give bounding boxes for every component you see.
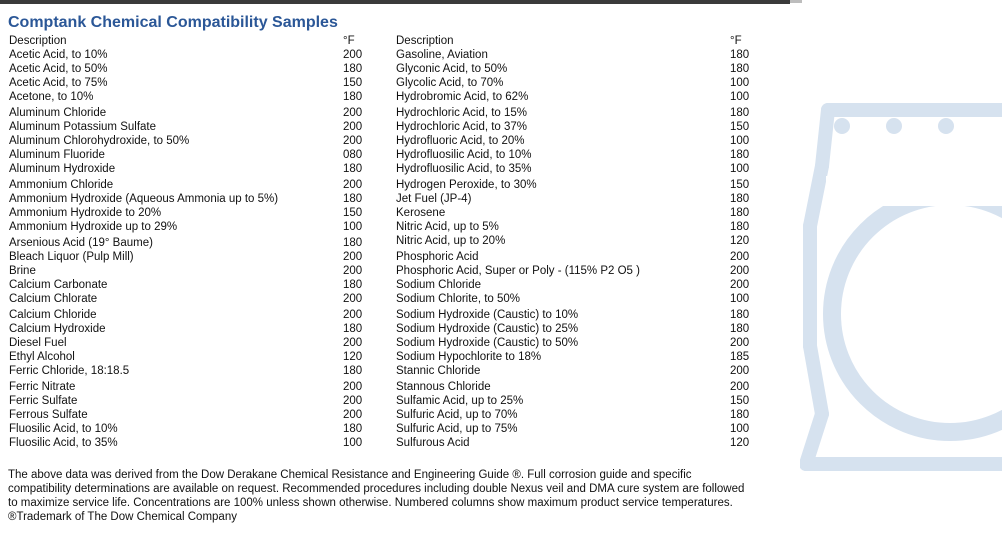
max-temperature: 180 [730,193,750,205]
max-temperature: 180 [343,365,363,377]
footnote [8,468,798,524]
max-temperature: 180 [730,149,750,161]
table-row [396,394,756,408]
chemical-description: Calcium Chlorate [9,293,98,305]
chemical-description: Glycolic Acid, to 70% [396,77,504,89]
max-temperature: 100 [730,135,750,147]
table-header [396,34,756,48]
chemical-description: Hydrobromic Acid, to 62% [396,91,529,103]
table-row [396,278,756,292]
chemical-description: Aluminum Fluoride [9,149,105,161]
max-temperature: 150 [730,395,750,407]
max-temperature: 200 [730,265,750,277]
table-row [396,308,756,322]
chemical-description: Kerosene [396,207,446,219]
chemical-description: Sulfamic Acid, up to 25% [396,395,524,407]
max-temperature: 180 [343,63,363,75]
table-row [9,308,369,322]
chemical-description: Sodium Hydroxide (Caustic) to 25% [396,323,579,335]
table-row [9,292,369,306]
table-row [396,106,756,120]
chemical-description: Aluminum Chlorohydroxide, to 50% [9,135,190,147]
table-row [9,380,369,394]
max-temperature: 200 [730,365,750,377]
max-temperature: 185 [730,351,750,363]
table-row [396,250,756,264]
temperature-header: °F [730,35,742,47]
table-row [9,394,369,408]
max-temperature: 100 [730,77,750,89]
max-temperature: 100 [730,91,750,103]
max-temperature: 200 [343,265,363,277]
table-header [9,34,369,48]
table-row [396,422,756,436]
chemical-description: Phosphoric Acid, Super or Poly - (115% P2 O5 ) [396,265,640,277]
max-temperature: 200 [343,337,363,349]
chemical-description: Ferric Chloride, 18:18.5 [9,365,130,377]
table-row [396,62,756,76]
chemical-description: Hydrofluosilic Acid, to 35% [396,163,532,175]
page-title: Comptank Chemical Compatibility Samples [8,14,338,31]
table-row [396,264,756,278]
max-temperature: 200 [343,251,363,263]
max-temperature: 180 [730,409,750,421]
table-row [396,90,756,104]
max-temperature: 180 [343,163,363,175]
max-temperature: 180 [343,323,363,335]
table-row [9,120,369,134]
table-row [396,234,756,248]
table-row [9,322,369,336]
max-temperature: 200 [343,107,363,119]
table-row [396,162,756,176]
max-temperature: 080 [343,149,363,161]
chemical-description: Calcium Chloride [9,309,97,321]
chemical-description: Acetic Acid, to 75% [9,77,108,89]
chemical-description: Stannous Chloride [396,381,491,393]
max-temperature: 120 [343,351,363,363]
max-temperature: 200 [343,395,363,407]
max-temperature: 180 [343,423,363,435]
footnote-line: compatibility determinations are available on request. Recommended procedures including double Nexus veil and DMA cure system are followed [8,483,745,495]
table-row [396,220,756,234]
description-header: Description [396,35,454,47]
max-temperature: 200 [730,279,750,291]
max-temperature: 150 [730,179,750,191]
max-temperature: 180 [730,49,750,61]
table-row [9,236,369,250]
max-temperature: 180 [730,63,750,75]
table-row [9,148,369,162]
chemical-description: Hydrogen Peroxide, to 30% [396,179,537,191]
table-row [396,436,756,450]
table-row [9,76,369,90]
max-temperature: 100 [730,423,750,435]
chemical-description: Sodium Chloride [396,279,482,291]
chemical-description: Ferric Nitrate [9,381,76,393]
max-temperature: 180 [343,193,363,205]
table-row [9,178,369,192]
table-row [9,250,369,264]
max-temperature: 200 [730,251,750,263]
chemical-description: Diesel Fuel [9,337,67,349]
max-temperature: 200 [343,49,363,61]
table-row [9,408,369,422]
max-temperature: 200 [343,381,363,393]
table-row [396,76,756,90]
table-row [396,120,756,134]
max-temperature: 150 [343,77,363,89]
chemical-description: Aluminum Potassium Sulfate [9,121,157,133]
table-row [9,90,369,104]
chemical-description: Sulfuric Acid, up to 70% [396,409,518,421]
table-row [9,48,369,62]
chemical-description: Sodium Hypochlorite to 18% [396,351,542,363]
chemical-description: Jet Fuel (JP-4) [396,193,472,205]
chemical-description: Hydrofluoric Acid, to 20% [396,135,525,147]
max-temperature: 150 [730,121,750,133]
footnote-line: to maximize service life. Concentrations are 100% unless shown otherwise. Numbered columns show maximum product service temperatures. [8,497,733,509]
chemical-description: Gasoline, Aviation [396,49,488,61]
chemical-description: Bleach Liquor (Pulp Mill) [9,251,134,263]
max-temperature: 120 [730,235,750,247]
chemical-description: Acetic Acid, to 50% [9,63,108,75]
chemical-description: Ferric Sulfate [9,395,78,407]
chemical-description: Aluminum Chloride [9,107,107,119]
max-temperature: 200 [343,293,363,305]
table-row [9,206,369,220]
footnote-line: ®Trademark of The Dow Chemical Company [8,511,237,523]
table-row [396,322,756,336]
max-temperature: 180 [730,323,750,335]
footnote-line: The above data was derived from the Dow Derakane Chemical Resistance and Engineering Guide ®. Full corrosion guide and specific [8,469,692,481]
table-row [396,148,756,162]
table-row [9,192,369,206]
table-row [396,48,756,62]
max-temperature: 150 [343,207,363,219]
max-temperature: 200 [730,381,750,393]
table-row [9,106,369,120]
table-row [9,364,369,378]
chemical-description: Hydrofluosilic Acid, to 10% [396,149,532,161]
table-row [396,134,756,148]
chemical-description: Brine [9,265,36,277]
chemical-description: Sulfurous Acid [396,437,470,449]
table-row [9,134,369,148]
table-row [396,178,756,192]
table-row [9,436,369,450]
max-temperature: 180 [730,221,750,233]
table-row [9,162,369,176]
max-temperature: 180 [730,107,750,119]
table-row [396,336,756,350]
max-temperature: 200 [343,409,363,421]
chemical-description: Glyconic Acid, to 50% [396,63,508,75]
chemical-description: Ammonium Chloride [9,179,114,191]
max-temperature: 200 [343,135,363,147]
chemical-description: Sulfuric Acid, up to 75% [396,423,518,435]
table-row [9,278,369,292]
chemical-description: Fluosilic Acid, to 10% [9,423,118,435]
max-temperature: 180 [343,279,363,291]
chemical-description: Acetone, to 10% [9,91,94,103]
max-temperature: 180 [730,207,750,219]
table-row [9,350,369,364]
chemical-description: Nitric Acid, up to 20% [396,235,506,247]
max-temperature: 180 [343,237,363,249]
top-border [0,0,790,4]
table-row [396,364,756,378]
chemical-description: Sodium Chlorite, to 50% [396,293,521,305]
table-row [396,292,756,306]
chemical-description: Ammonium Hydroxide (Aqueous Ammonia up to 5%) [9,193,279,205]
chemical-description: Ethyl Alcohol [9,351,75,363]
max-temperature: 200 [343,309,363,321]
max-temperature: 100 [730,293,750,305]
chemical-description: Phosphoric Acid [396,251,479,263]
table-row [396,206,756,220]
chemical-description: Ammonium Hydroxide to 20% [9,207,162,219]
chemical-description: Acetic Acid, to 10% [9,49,108,61]
chemical-description: Aluminum Hydroxide [9,163,116,175]
chemical-table-right [396,34,756,450]
chemical-description: Fluosilic Acid, to 35% [9,437,118,449]
table-row [9,264,369,278]
chemical-description: Sodium Hydroxide (Caustic) to 50% [396,337,579,349]
max-temperature: 120 [730,437,750,449]
chemical-description: Calcium Carbonate [9,279,108,291]
max-temperature: 100 [343,437,363,449]
table-row [9,336,369,350]
table-row [9,422,369,436]
chemical-description: Sodium Hydroxide (Caustic) to 10% [396,309,579,321]
chemical-description: Hydrochloric Acid, to 15% [396,107,528,119]
table-row [396,408,756,422]
temperature-header: °F [343,35,355,47]
max-temperature: 180 [730,309,750,321]
max-temperature: 180 [343,91,363,103]
table-row [396,380,756,394]
top-border-shadow [790,0,802,3]
table-row [9,62,369,76]
chemical-description: Arsenious Acid (19° Baume) [9,237,153,249]
tank-logo-watermark [800,96,1002,476]
max-temperature: 200 [343,121,363,133]
chemical-description: Hydrochloric Acid, to 37% [396,121,528,133]
max-temperature: 100 [343,221,363,233]
max-temperature: 100 [730,163,750,175]
description-header: Description [9,35,67,47]
chemical-description: Nitric Acid, up to 5% [396,221,499,233]
table-row [396,192,756,206]
chemical-description: Ferrous Sulfate [9,409,88,421]
chemical-table-left [9,34,369,450]
chemical-description: Stannic Chloride [396,365,481,377]
table-row [396,350,756,364]
chemical-description: Ammonium Hydroxide up to 29% [9,221,178,233]
max-temperature: 200 [730,337,750,349]
max-temperature: 200 [343,179,363,191]
table-row [9,220,369,234]
chemical-description: Calcium Hydroxide [9,323,106,335]
